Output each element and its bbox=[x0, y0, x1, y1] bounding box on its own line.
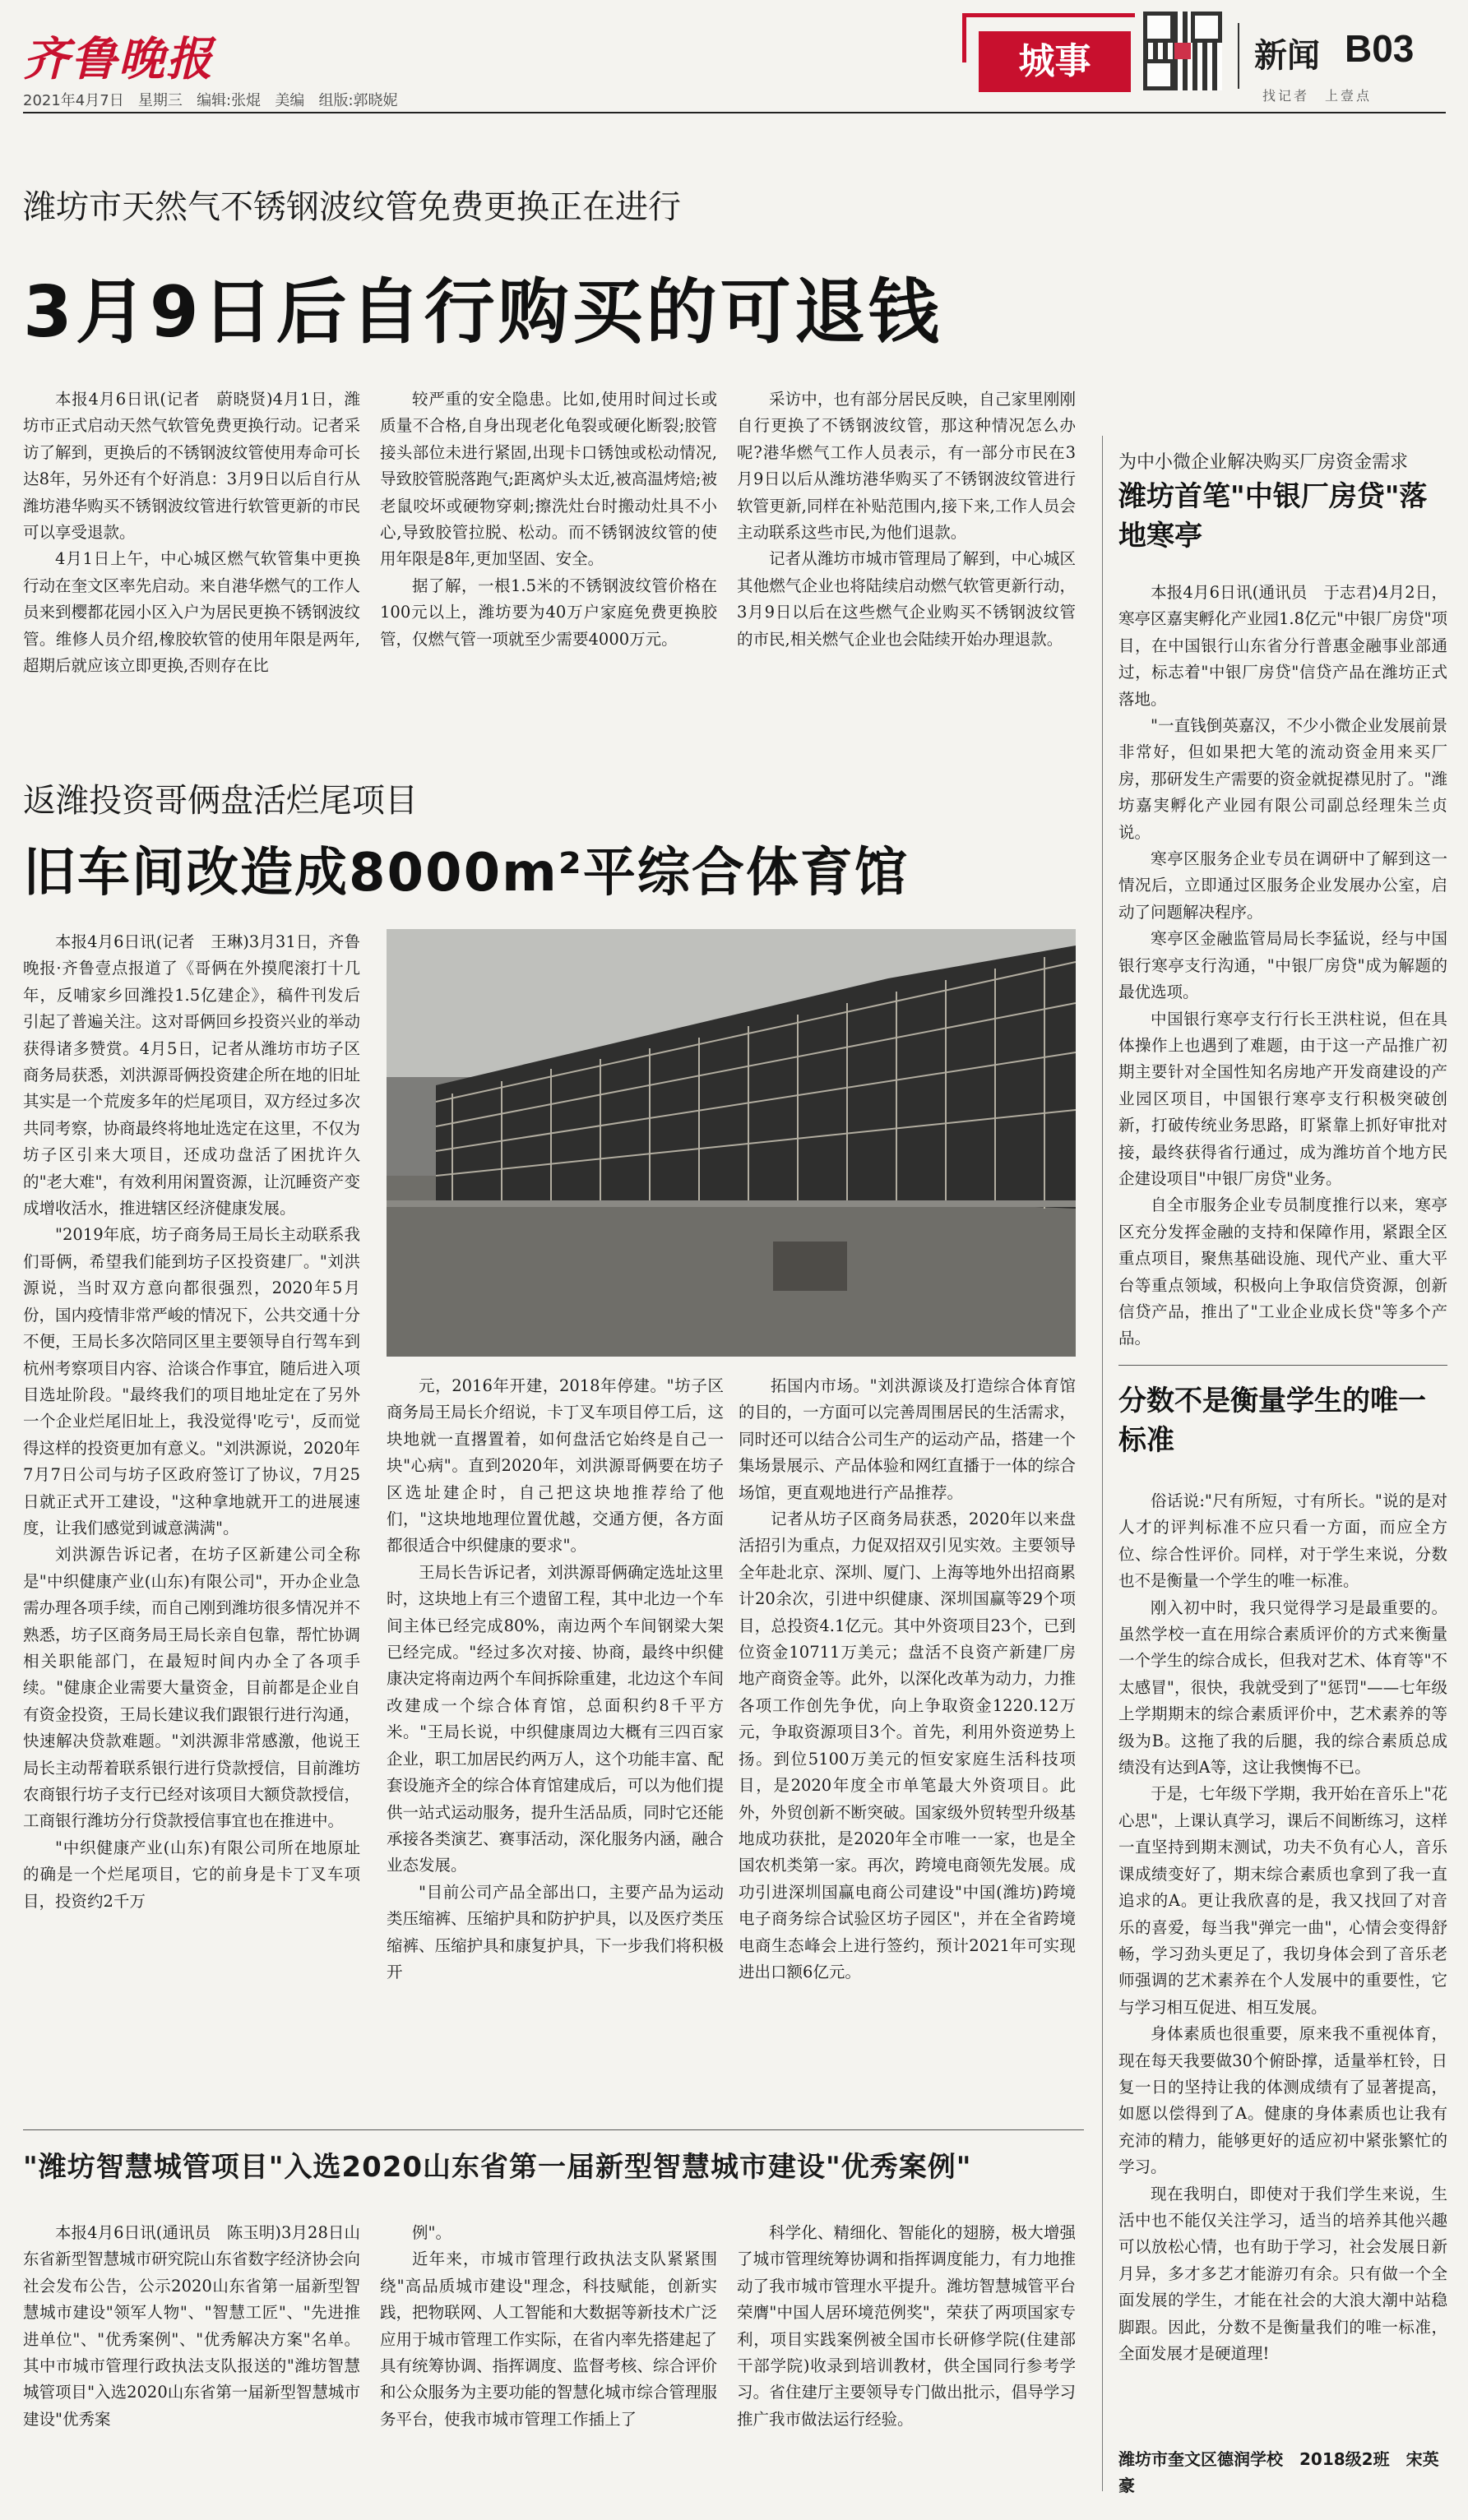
sidebar1-headline: 潍坊首笔"中银厂房贷"落地寒亭 bbox=[1118, 480, 1428, 553]
article2-col2 bbox=[387, 1373, 724, 2080]
newspaper-logo: 齐鲁晚报 bbox=[23, 32, 214, 86]
section-tag: 城事 bbox=[979, 31, 1131, 92]
designer-credit: 美编 bbox=[275, 92, 305, 109]
issue-date: 2021年4月7日 bbox=[23, 92, 124, 109]
paragraph: 寒亭区服务企业专员在调研中了解到这一情况后，立即通过区服务企业发展办公室，启动了问题解决程序。 bbox=[1118, 849, 1447, 922]
paragraph: 本报4月6日讯(记者 蔚晓贤)4月1日，潍坊市正式启动天然气软管免费更换行动。记者采访了解到，更换后的不锈钢波纹管使用寿命可长达8年，另外还有个好消息：3月9日以后自行从潍坊港华购买不锈钢波纹管进行软管更新的市民可以享受退款。 bbox=[23, 390, 360, 543]
sidebar-divider bbox=[1102, 436, 1103, 2491]
sidebar2-top-rule bbox=[1118, 1365, 1447, 1366]
paragraph: 本报4月6日讯(通讯员 于志君)4月2日，寒亭区嘉実孵化产业园1.8亿元"中银厂房贷"项目，在中国银行山东省分行普惠金融事业部通过，标志着"中银厂房贷"信贷产品在潍坊正式落地。 bbox=[1118, 583, 1447, 709]
article1-col2 bbox=[380, 386, 717, 740]
layout-credit: 组版:郭晓妮 bbox=[318, 92, 398, 109]
paragraph: 较严重的安全隐患。比如,使用时间过长或质量不合格,自身出现老化龟裂或硬化断裂;胶管接头部位未进行紧固,出现卡口锈蚀或松动情况,导致胶管脱落跑气;距离炉头太近,被高温烤焙;被老鼠咬坏或硬物穿刺;擦洗灶台时搬动灶具不小心,导致胶管拉脱、松动。而不锈钢波纹管的使用年限是8年,更加坚固、安全。 bbox=[380, 390, 717, 569]
article2-col3 bbox=[739, 1373, 1076, 2080]
article1-headline: 3月9日后自行购买的可退钱 bbox=[23, 271, 942, 354]
paragraph: 刚入初中时，我只觉得学习是最重要的。虽然学校一直在用综合素质评价的方式来衡量一个学生的综合成长，但我对艺术、体育等"不太感冒"，很快，我就受到了"惩罚"——七年级上学期期末的综合素质评价中，艺术素养的等级为B。这拖了我的后腿，我的综合素质总成绩没有达到A等，这让我懊悔不已。 bbox=[1118, 1598, 1447, 1778]
paragraph: 采访中，也有部分居民反映，自己家里刚刚自行更换了不锈钢波纹管，那这种情况怎么办呢?港华燃气工作人员表示，有一部分市民在3月9日以后从潍坊港华购买了不锈钢波纹管进行软管更新,同样在补贴范围内,接下来,工作人员会主动联系这些市民,为他们退款。 bbox=[737, 390, 1076, 543]
qr-caption: 找记者 上壹点 bbox=[1262, 88, 1373, 104]
page-number: B03 bbox=[1345, 27, 1415, 70]
article1-kicker: 潍坊市天然气不锈钢波纹管免费更换正在进行 bbox=[23, 188, 681, 226]
article1-col1 bbox=[23, 386, 360, 740]
article3-col1 bbox=[23, 2220, 360, 2491]
article3-col2 bbox=[380, 2220, 717, 2491]
paragraph: 俗话说:"尺有所短，寸有所长。"说的是对人才的评判标准不应只看一方面，而应全方位、综合性评价。同样，对于学生来说，分数也不是衡量一个学生的唯一标准。 bbox=[1118, 1491, 1447, 1591]
section-name: 新闻 bbox=[1254, 37, 1320, 75]
paragraph: "2019年底，坊子商务局王局长主动联系我们哥俩，希望我们能到坊子区投资建厂。"刘洪源说，当时双方意向都很强烈，2020年5月份，国内疫情非常严峻的情况下，公共交通十分不便，王局长多次陪同区里主要领导自行驾车到杭州考察项目内容、洽谈合作事宜，随后进入项目选址阶段。"最终我们的项目地址定在了另外一个企业烂尾旧址上，我没觉得'吃亏'，反而觉得这样的投资更加有意义。"刘洪源说，2020年7月7日公司与坊子区政府签订了协议，7月25日就正式开工建设，"这种拿地就开工的进展速度，让我们感觉到诚意满满"。 bbox=[23, 1225, 360, 1537]
issue-weekday: 星期三 bbox=[137, 92, 183, 109]
paragraph: 拓国内市场。"刘洪源谈及打造综合体育馆的目的，一方面可以完善周围居民的生活需求，同时还可以结合公司生产的运动产品，搭建一个集场景展示、产品体验和网红直播于一体的综合场馆，更直观地进行产品推荐。 bbox=[739, 1376, 1076, 1502]
paragraph: 4月1日上午，中心城区燃气软管集中更换行动在奎文区率先启动。来自港华燃气的工作人员来到樱都花园小区入户为居民更换不锈钢波纹管。维修人员介绍,橡胶软管的使用年限是两年,超期后就应该立即更换,否则存在比 bbox=[23, 549, 360, 676]
paragraph: 元，2016年开建，2018年停建。"坊子区商务局王局长介绍说，卡丁叉车项目停工后，这块地就一直撂置着，如何盘活它始终是自己一块"心病"。直到2020年，刘洪源哥俩要在坊子区选址建企时，自己把这块地推荐给了他们，"这块地地理位置优越，交通方便，各方面都很适合中织健康的要求"。 bbox=[387, 1376, 724, 1556]
editor-credit: 编辑:张焜 bbox=[197, 92, 262, 109]
masthead-rule bbox=[23, 112, 1446, 113]
paragraph: "一直钱倒英嘉汉，不少小微企业发展前景非常好，但如果把大笔的流动资金用来买厂房，那研发生产需要的资金就捉襟见肘了。"潍坊嘉実孵化产业园有限公司副总经理朱兰贞说。 bbox=[1118, 716, 1447, 842]
sidebar2-body bbox=[1118, 1488, 1447, 2438]
article2-kicker: 返潍投资哥俩盘活烂尾项目 bbox=[23, 782, 418, 820]
article2-headline: 旧车间改造成8000m²平综合体育馆 bbox=[23, 843, 909, 904]
sidebar1-kicker: 为中小微企业解决购买厂房资金需求 bbox=[1118, 452, 1409, 473]
article3-top-rule bbox=[23, 2129, 1084, 2130]
article3-col3 bbox=[737, 2220, 1076, 2491]
qr-code-icon bbox=[1143, 12, 1222, 90]
paragraph: 现在我明白，即使对于我们学生来说，生活中也不能仅关注学习，适当的培养其他兴趣可以放松心情，也有助于学习，社会发展日新月异，多才多艺才能游刃有余。只有做一个全面发展的学生，才能在社会的大浪大潮中站稳脚跟。因此，分数不是衡量我们的唯一标准，全面发展才是硬道理! bbox=[1118, 2184, 1447, 2363]
paragraph: 身体素质也很重要，原来我不重视体育，现在每天我要做30个俯卧撑，适量举杠铃，日复一日的坚持让我的体测成绩有了显著提高，如愿以偿得到了A。健康的身体素质也让我有充沛的精力，能够更好的适应初中紧张繁忙的学习。 bbox=[1118, 2024, 1447, 2177]
paragraph: 近年来，市城市管理行政执法支队紧紧围绕"高品质城市建设"理念，科技赋能，创新实践，把物联网、人工智能和大数据等新技术广泛应用于城市管理工作实际，在省内率先搭建起了具有统筹协调、指挥调度、监督考核、综合评价和公众服务为主要功能的智慧化城市综合管理服务平台，使我市城市管理工作插上了 bbox=[380, 2250, 717, 2429]
scaffolding-illustration bbox=[387, 929, 1076, 1357]
paragraph: 本报4月6日讯(记者 王琳)3月31日，齐鲁晚报·齐鲁壹点报道了《哥俩在外摸爬滚打十几年，反哺家乡回潍投1.5亿建企》，稿件刊发后引起了普遍关注。这对哥俩回乡投资兴业的举动获得诸多赞赏。4月5日，记者从潍坊市坊子区商务局获悉，刘洪源哥俩投资建企所在地的旧址其实是一个荒废多年的烂尾项目，双方经过多次共同考察，协商最终将地址选定在这里，不仅为坊子区引来大项目，还成功盘活了困扰许久的"老大难"，有效利用闲置资源，让沉睡资产变成增收活水，推进辖区经济健康发展。 bbox=[23, 932, 360, 1218]
paragraph: 王局长告诉记者，刘洪源哥俩确定选址这里时，这块地上有三个遗留工程，其中北边一个车间主体已经完成80%，南边两个车间钢梁大架已经完成。"经过多次对接、协商，最终中织健康决定将南边两个车间拆除重建，北边这个车间改建成一个综合体育馆，总面积约8千平方米。"王局长说，中织健康周边大概有三四百家企业，职工加居民约两万人，这个功能丰富、配套设施齐全的综合体育馆建成后，可以为他们提供一站式运动服务，提升生活品质，同时它还能承接各类演艺、赛事活动，深化服务内涵，融合业态发展。 bbox=[387, 1562, 724, 1875]
sidebar2-byline: 潍坊市奎文区德润学校 2018级2班 宋英豪 bbox=[1118, 2449, 1439, 2495]
masthead-divider bbox=[1238, 23, 1239, 89]
sidebar1-body bbox=[1118, 580, 1447, 1369]
paragraph: 刘洪源告诉记者，在坊子区新建公司全称是"中织健康产业(山东)有限公司"，开办企业急需办理各项手续，而自己刚到潍坊很多情况并不熟悉，坊子区商务局王局长亲自包靠，帮忙协调相关职能部门，在最短时间内办全了各项手续。"健康企业需要大量资金，目前都是企业自有资金投资，王局长建议我们跟银行进行沟通，快速解决贷款难题。"刘洪源非常感激，他说王局长主动帮着联系银行进行贷款授信，目前潍坊农商银行坊子支行已经对该项目大额贷款授信，工商银行潍坊分行贷款授信事宜也在推进中。 bbox=[23, 1545, 360, 1831]
paragraph: 例"。 bbox=[412, 2223, 452, 2242]
paragraph: 科学化、精细化、智能化的翅膀，极大增强了城市管理统筹协调和指挥调度能力，有力地推动了我市城市管理水平提升。潍坊智慧城管平台荣膺"中国人居环境范例奖"，荣获了两项国家专利，项目实践案例被全国市长研修学院(住建部干部学院)收录到培训教材，供全国同行参考学习。省住建厅主要领导专门做出批示，倡导学习推广我市做法运行经验。 bbox=[737, 2223, 1076, 2429]
paragraph: 记者从坊子区商务局获悉，2020年以来盘活招引为重点，力促双招双引见实效。主要领导全年赴北京、深圳、厦门、上海等地外出招商累计20余次，引进中织健康、深圳国赢等29个项目，总投资4.1亿元。其中外资项目23个，已到位资金10711万美元；盘活不良资产新建厂房地产商资金等。此外，以深化改革为动力，力推各项工作创先争优，向上争取资金1220.12万元，争取资源项目3个。首先，利用外资逆势上扬。到位5100万美元的恒安家庭生活科技项目，是2020年度全市单笔最大外资项目。此外，外贸创新不断突破。国家级外贸转型升级基地成功获批，是2020年全市唯一一家，也是全国农机类第一家。再次，跨境电商领先发展。成功引进深圳国赢电商公司建设"中国(潍坊)跨境电子商务综合试验区坊子园区"，并在全省跨境电商生态峰会上进行签约，预计2021年可实现进出口额6亿元。 bbox=[739, 1510, 1076, 1981]
paragraph: 本报4月6日讯(通讯员 陈玉明)3月28日山东省新型智慧城市研究院山东省数字经济协会向社会发布公告，公示2020山东省第一届新型智慧城市建设"领军人物"、"智慧工匠"、"先进推进单位"、"优秀案例"、"优秀解决方案"名单。其中市城市管理行政执法支队报送的"潍坊智慧城管项目"入选2020山东省第一届新型智慧城市建设"优秀案 bbox=[23, 2223, 360, 2429]
paragraph: 寒亭区金融监管局局长李猛说，经与中国银行寒亭支行沟通，"中银厂房贷"成为解题的最优选项。 bbox=[1118, 929, 1447, 1002]
sidebar2-headline: 分数不是衡量学生的唯一标准 bbox=[1118, 1385, 1426, 1457]
paragraph: "中织健康产业(山东)有限公司所在地原址的确是一个烂尾项目，它的前身是卡丁叉车项目，投资约2千万 bbox=[23, 1838, 360, 1911]
article2-col1 bbox=[23, 929, 360, 2080]
article3-headline: "潍坊智慧城管项目"入选2020山东省第一届新型智慧城市建设"优秀案例" bbox=[23, 2151, 972, 2184]
dateline bbox=[23, 89, 398, 110]
paragraph: 于是，七年级下学期，我开始在音乐上"花心思"，上课认真学习，课后不间断练习，这样一直坚持到期末测试，功夫不负有心人，音乐课成绩变好了，期末综合素质也拿到了我一直追求的A。更让我欣喜的是，我又找回了对音乐的喜爱，每当我"弹完一曲"，心情会变得舒畅，学习劲头更足了，我切身体会到了音乐老师强调的艺术素养在个人发展中的重要性，它与学习相互促进、相互发展。 bbox=[1118, 1784, 1447, 2017]
paragraph: "目前公司产品全部出口，主要产品为运动类压缩裤、压缩护具和防护护具，以及医疗类压缩裤、压缩护具和康复护具，下一步我们将积极开 bbox=[387, 1882, 724, 1981]
paragraph: 记者从潍坊市城市管理局了解到，中心城区其他燃气企业也将陆续启动燃气软管更新行动，3月9日以后在这些燃气企业购买不锈钢波纹管的市民,相关燃气企业也会陆续开始办理退款。 bbox=[737, 549, 1076, 649]
paragraph: 中国银行寒亭支行行长王洪柱说，但在具体操作上也遇到了难题，由于这一产品推广初期主要针对全国性知名房地产开发商建设的产业园区项目，中国银行寒亭支行积极突破创新，打破传统业务思路，盯紧靠上抓好审批对接，最终获得省行通过，成为潍坊首个地方民企建设项目"中银厂房贷"业务。 bbox=[1118, 1009, 1447, 1188]
article1-col3 bbox=[737, 386, 1076, 740]
paragraph: 自全市服务企业专员制度推行以来，寒亭区充分发挥金融的支持和保障作用，紧跟全区重点项目，聚焦基础设施、现代产业、重大平台等重点领域，积极向上争取信贷资源，创新信贷产品，推出了"工业企业成长贷"等多个产品。 bbox=[1118, 1195, 1447, 1348]
paragraph: 据了解，一根1.5米的不锈钢波纹管价格在100元以上，潍坊要为40万户家庭免费更换胶管，仅燃气管一项就至少需要4000万元。 bbox=[380, 576, 717, 649]
gymnasium-construction-photo bbox=[387, 929, 1076, 1357]
